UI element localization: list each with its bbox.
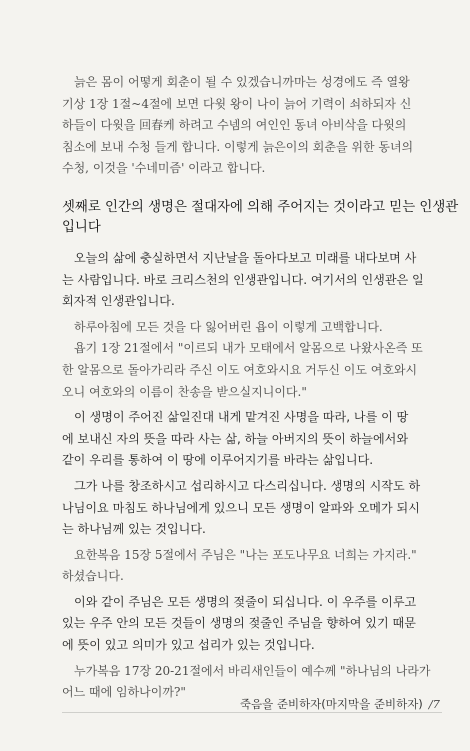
text-line: 늙은 몸이 어떻게 회춘이 될 수 있겠습니까마는 성경에도 즉 열왕 [74,75,410,89]
text-line: 하들이 다윗을 回春케 하려고 수넴의 여인인 동녀 아비삭을 다윗의 [62,118,407,133]
text-line: 그가 나를 창조하시고 섭리하시고 다스리십니다. 생명의 시작도 하 [74,478,421,493]
text-line: 오니 여호와의 이름이 찬송을 받으실지니이다." [62,384,307,399]
text-line: 같이 우리를 통하여 이 땅에 이루어지기를 바라는 삶입니다. [62,453,374,468]
footer-rule [62,712,442,713]
text-line: 이와 같이 주님은 모든 생명의 젖줄이 되십니다. 이 우주를 이루고 [74,594,417,609]
paragraph-lifeline [62,592,438,657]
paragraph-mission [62,407,438,472]
text-line: 오늘의 삶에 충실하면서 지난날을 돌아다보고 미래를 내다보며 사 [74,250,417,265]
text-line: 는 사람입니다. 바로 크리스천의 인생관입니다. 여기서의 인생관은 일 [62,272,424,287]
paragraph-john-quote [62,545,438,588]
paragraph-christian-view [62,248,438,313]
text-line: 하셨습니다. [62,569,124,584]
text-line: 침소에 보내 수청 들게 합니다. 이렇게 늙은이의 회춘을 위한 동녀의 [62,139,414,154]
running-footer [240,696,440,712]
heading-line: 셋째로 인간의 생명은 절대자에 의해 주어지는 것이라고 믿는 인생관 [62,199,459,215]
paragraph-rejuvenation [62,72,438,180]
section-heading [62,198,459,238]
paragraph-job-quote [62,317,438,403]
text-line: 회자적 인생관입니다. [62,294,175,309]
text-line: 에 보내신 자의 뜻을 따라 사는 삶, 하늘 아버지의 뜻이 하늘에서와 [62,431,409,446]
text-line: 에 뜻이 있고 의미가 있고 섭리가 있는 것입니다. [62,638,315,653]
text-line: 수청, 이것을 '수네미즘' 이라고 합니다. [62,161,266,176]
text-line: 하루아침에 모든 것을 다 잃어버린 욥이 이렇게 고백합니다. [74,319,383,334]
text-line: 나님이요 마침도 하나님에게 있으니 모든 생명이 알파와 오메가 되시 [62,500,420,515]
heading-line: 입니다 [62,219,101,235]
text-line: 기상 1장 1절~4절에 보면 다윗 왕이 나이 늙어 기력이 쇠하되자 신 [62,96,412,111]
text-line: 이 생명이 주어진 삶일진대 내게 맡겨진 사명을 따라, 나를 이 땅 [74,410,409,425]
text-line: 누가복음 17장 20-21절에서 바리새인들이 예수께 "하나님의 나라가 [74,663,431,678]
book-title: 죽음을 준비하자(마지막을 준비하자) [239,696,423,711]
text-line: 한 알몸으로 돌아가리라 주신 이도 여호와시요 거두신 이도 여호와시 [62,362,418,377]
text-line: 욥기 1장 21절에서 "이르되 내가 모태에서 알몸으로 나왔사온즉 또 [74,341,423,356]
text-line: 는 하나님께 있는 것입니다. [62,522,206,537]
page-number: /7 [428,696,440,711]
paragraph-creator [62,476,438,541]
text-line: 있는 우주 안의 모든 것들이 생명의 젖줄인 주님을 향하여 있기 때문 [62,616,416,631]
text-line: 어느 때에 임하나이까?" [62,685,186,700]
text-line: 요한복음 15장 5절에서 주님은 "나는 포도나무요 너희는 가지라." [74,547,417,562]
